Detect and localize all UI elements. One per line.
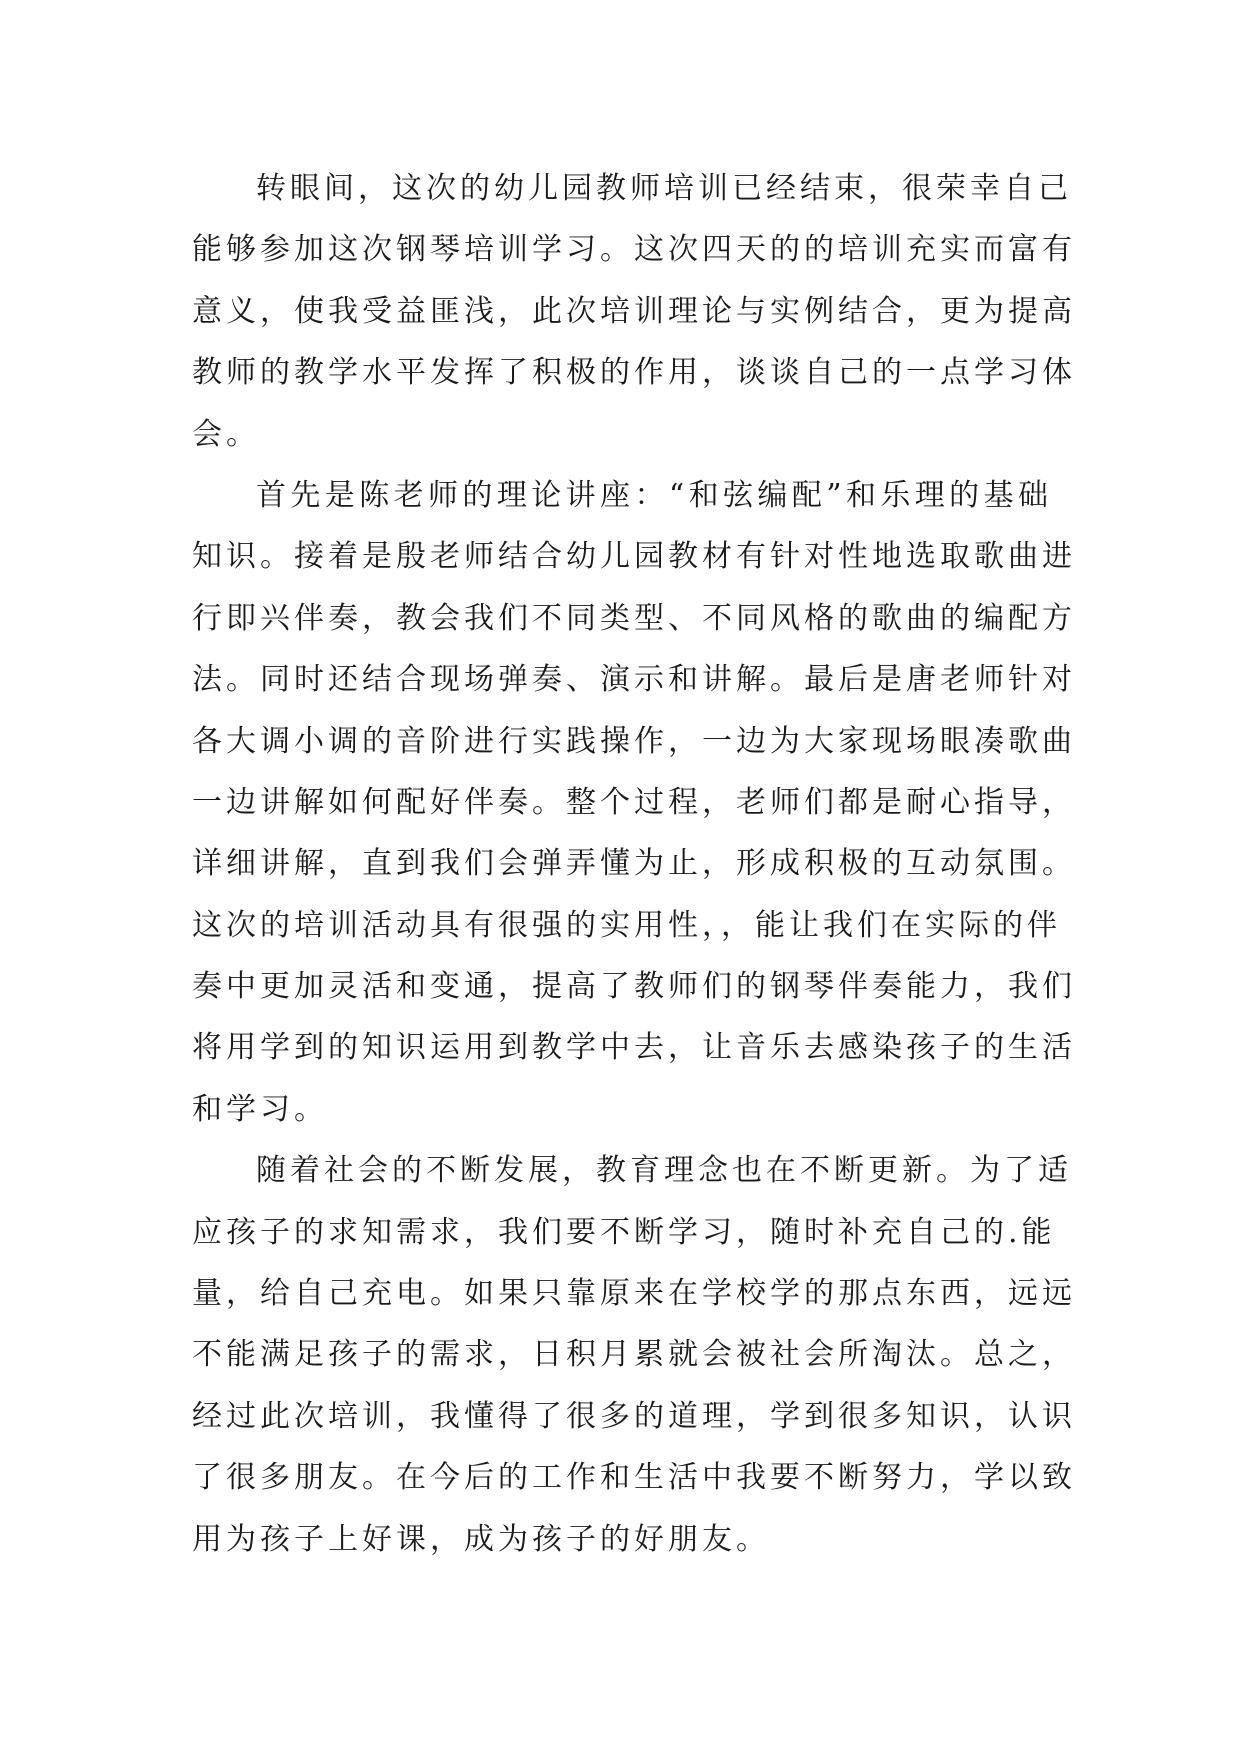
- text-line: 了很多朋友。在今后的工作和生活中我要不断努力，学以致: [192, 1460, 1076, 1496]
- text-line: 知识。接着是殷老师结合幼儿园教材有针对性地选取歌曲进: [192, 539, 1076, 575]
- paragraph-2: [192, 465, 1076, 1140]
- text-line: 应孩子的求知需求，我们要不断学习，随时补充自己的.能: [192, 1214, 1056, 1250]
- text-line: 详细讲解，直到我们会弹弄懂为止，形成积极的互动氛围。: [192, 846, 1076, 882]
- text-line: 教师的教学水平发挥了积极的作用，谈谈自己的一点学习体: [192, 355, 1076, 391]
- document-body: [192, 158, 1076, 1570]
- text-line: 意义，使我受益匪浅，此次培训理论与实例结合，更为提高: [192, 293, 1076, 329]
- text-line: 不能满足孩子的需求，日积月累就会被社会所淘汰。总之，: [192, 1337, 1076, 1373]
- text-line: 奏中更加灵活和变通，提高了教师们的钢琴伴奏能力，我们: [192, 969, 1076, 1005]
- text-line: 行即兴伴奏，教会我们不同类型、不同风格的歌曲的编配方: [192, 600, 1076, 636]
- text-line: 将用学到的知识运用到教学中去，让音乐去感染孩子的生活: [192, 1030, 1076, 1066]
- text-line: 会。: [192, 416, 260, 452]
- text-line: 能够参加这次钢琴培训学习。这次四天的的培训充实而富有: [192, 232, 1076, 268]
- text-line: 用为孩子上好课，成为孩子的好朋友。: [192, 1521, 770, 1557]
- text-line: 首先是陈老师的理论讲座：“和弦编配”和乐理的基础: [256, 477, 1052, 513]
- paragraph-3: [192, 1140, 1076, 1570]
- text-line: 经过此次培训，我懂得了很多的道理，学到很多知识，认识: [192, 1398, 1076, 1434]
- text-line: 量，给自己充电。如果只靠原来在学校学的那点东西，远远: [192, 1276, 1076, 1312]
- paragraph-1: [192, 158, 1076, 465]
- text-line: 各大调小调的音阶进行实践操作，一边为大家现场眼凑歌曲: [192, 723, 1076, 759]
- text-line: 随着社会的不断发展，教育理念也在不断更新。为了适: [256, 1153, 1072, 1189]
- text-line: 和学习。: [192, 1091, 328, 1127]
- text-line: 这次的培训活动具有很强的实用性，，能让我们在实际的伴: [192, 907, 1061, 943]
- text-line: 一边讲解如何配好伴奏。整个过程，老师们都是耐心指导，: [192, 784, 1076, 820]
- text-line: 法。同时还结合现场弹奏、演示和讲解。最后是唐老师针对: [192, 662, 1076, 698]
- text-line: 转眼间，这次的幼儿园教师培训已经结束，很荣幸自己: [256, 171, 1072, 206]
